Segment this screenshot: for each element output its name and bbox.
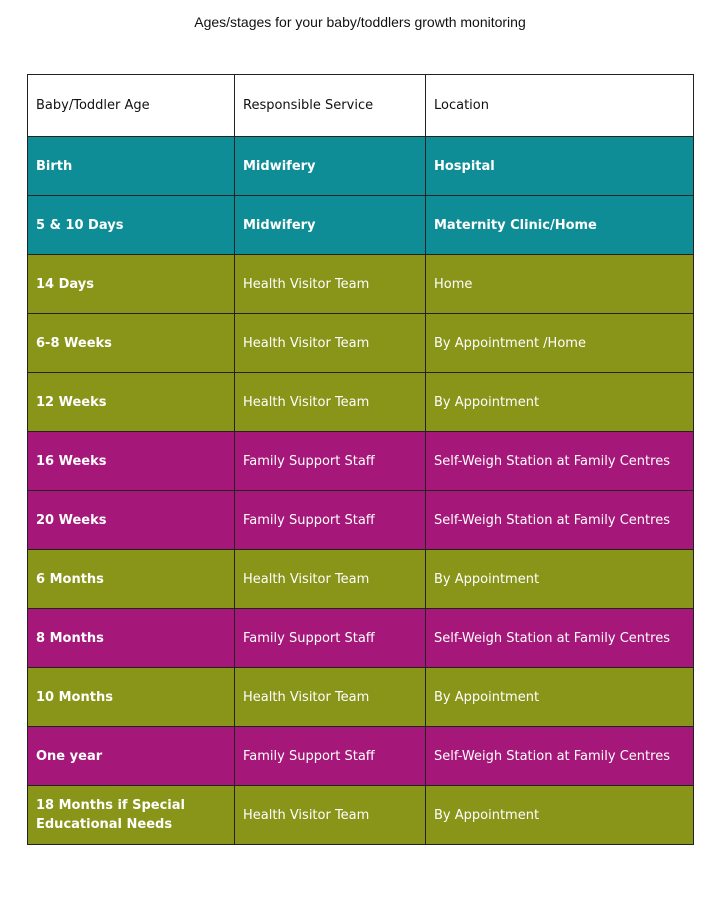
cell-location: Self-Weigh Station at Family Centres bbox=[426, 727, 694, 786]
cell-age: 14 Days bbox=[28, 255, 235, 314]
cell-age: 16 Weeks bbox=[28, 432, 235, 491]
cell-service: Health Visitor Team bbox=[235, 550, 426, 609]
header-service: Responsible Service bbox=[235, 75, 426, 137]
cell-age: 20 Weeks bbox=[28, 491, 235, 550]
cell-location: Self-Weigh Station at Family Centres bbox=[426, 432, 694, 491]
table-row bbox=[28, 727, 694, 786]
cell-age: 6 Months bbox=[28, 550, 235, 609]
table-row bbox=[28, 668, 694, 727]
cell-location: By Appointment /Home bbox=[426, 314, 694, 373]
cell-service: Health Visitor Team bbox=[235, 255, 426, 314]
cell-service: Health Visitor Team bbox=[235, 314, 426, 373]
table-row bbox=[28, 373, 694, 432]
cell-service: Health Visitor Team bbox=[235, 373, 426, 432]
cell-age: 6-8 Weeks bbox=[28, 314, 235, 373]
cell-service: Family Support Staff bbox=[235, 491, 426, 550]
page-title: Ages/stages for your baby/toddlers growth monitoring bbox=[194, 14, 526, 30]
table-row bbox=[28, 609, 694, 668]
cell-location: By Appointment bbox=[426, 786, 694, 845]
table-row bbox=[28, 314, 694, 373]
cell-age: 5 & 10 Days bbox=[28, 196, 235, 255]
table-row bbox=[28, 491, 694, 550]
cell-service: Midwifery bbox=[235, 137, 426, 196]
cell-age: One year bbox=[28, 727, 235, 786]
cell-location: Maternity Clinic/Home bbox=[426, 196, 694, 255]
cell-location: Home bbox=[426, 255, 694, 314]
table-row bbox=[28, 255, 694, 314]
cell-service: Family Support Staff bbox=[235, 432, 426, 491]
cell-age: 18 Months if Special Educational Needs bbox=[28, 786, 235, 845]
cell-service: Health Visitor Team bbox=[235, 786, 426, 845]
table-row bbox=[28, 432, 694, 491]
cell-location: Self-Weigh Station at Family Centres bbox=[426, 491, 694, 550]
cell-service: Family Support Staff bbox=[235, 727, 426, 786]
table-header-row bbox=[28, 75, 694, 137]
cell-location: Self-Weigh Station at Family Centres bbox=[426, 609, 694, 668]
cell-service: Family Support Staff bbox=[235, 609, 426, 668]
table-row bbox=[28, 550, 694, 609]
cell-age: 10 Months bbox=[28, 668, 235, 727]
table-row bbox=[28, 196, 694, 255]
table-row bbox=[28, 786, 694, 845]
header-location: Location bbox=[426, 75, 694, 137]
growth-monitoring-table bbox=[27, 74, 694, 845]
cell-age: 8 Months bbox=[28, 609, 235, 668]
cell-service: Health Visitor Team bbox=[235, 668, 426, 727]
table-row bbox=[28, 137, 694, 196]
cell-age: Birth bbox=[28, 137, 235, 196]
cell-location: By Appointment bbox=[426, 668, 694, 727]
cell-service: Midwifery bbox=[235, 196, 426, 255]
cell-location: By Appointment bbox=[426, 550, 694, 609]
header-age: Baby/Toddler Age bbox=[28, 75, 235, 137]
cell-age: 12 Weeks bbox=[28, 373, 235, 432]
cell-location: Hospital bbox=[426, 137, 694, 196]
cell-location: By Appointment bbox=[426, 373, 694, 432]
